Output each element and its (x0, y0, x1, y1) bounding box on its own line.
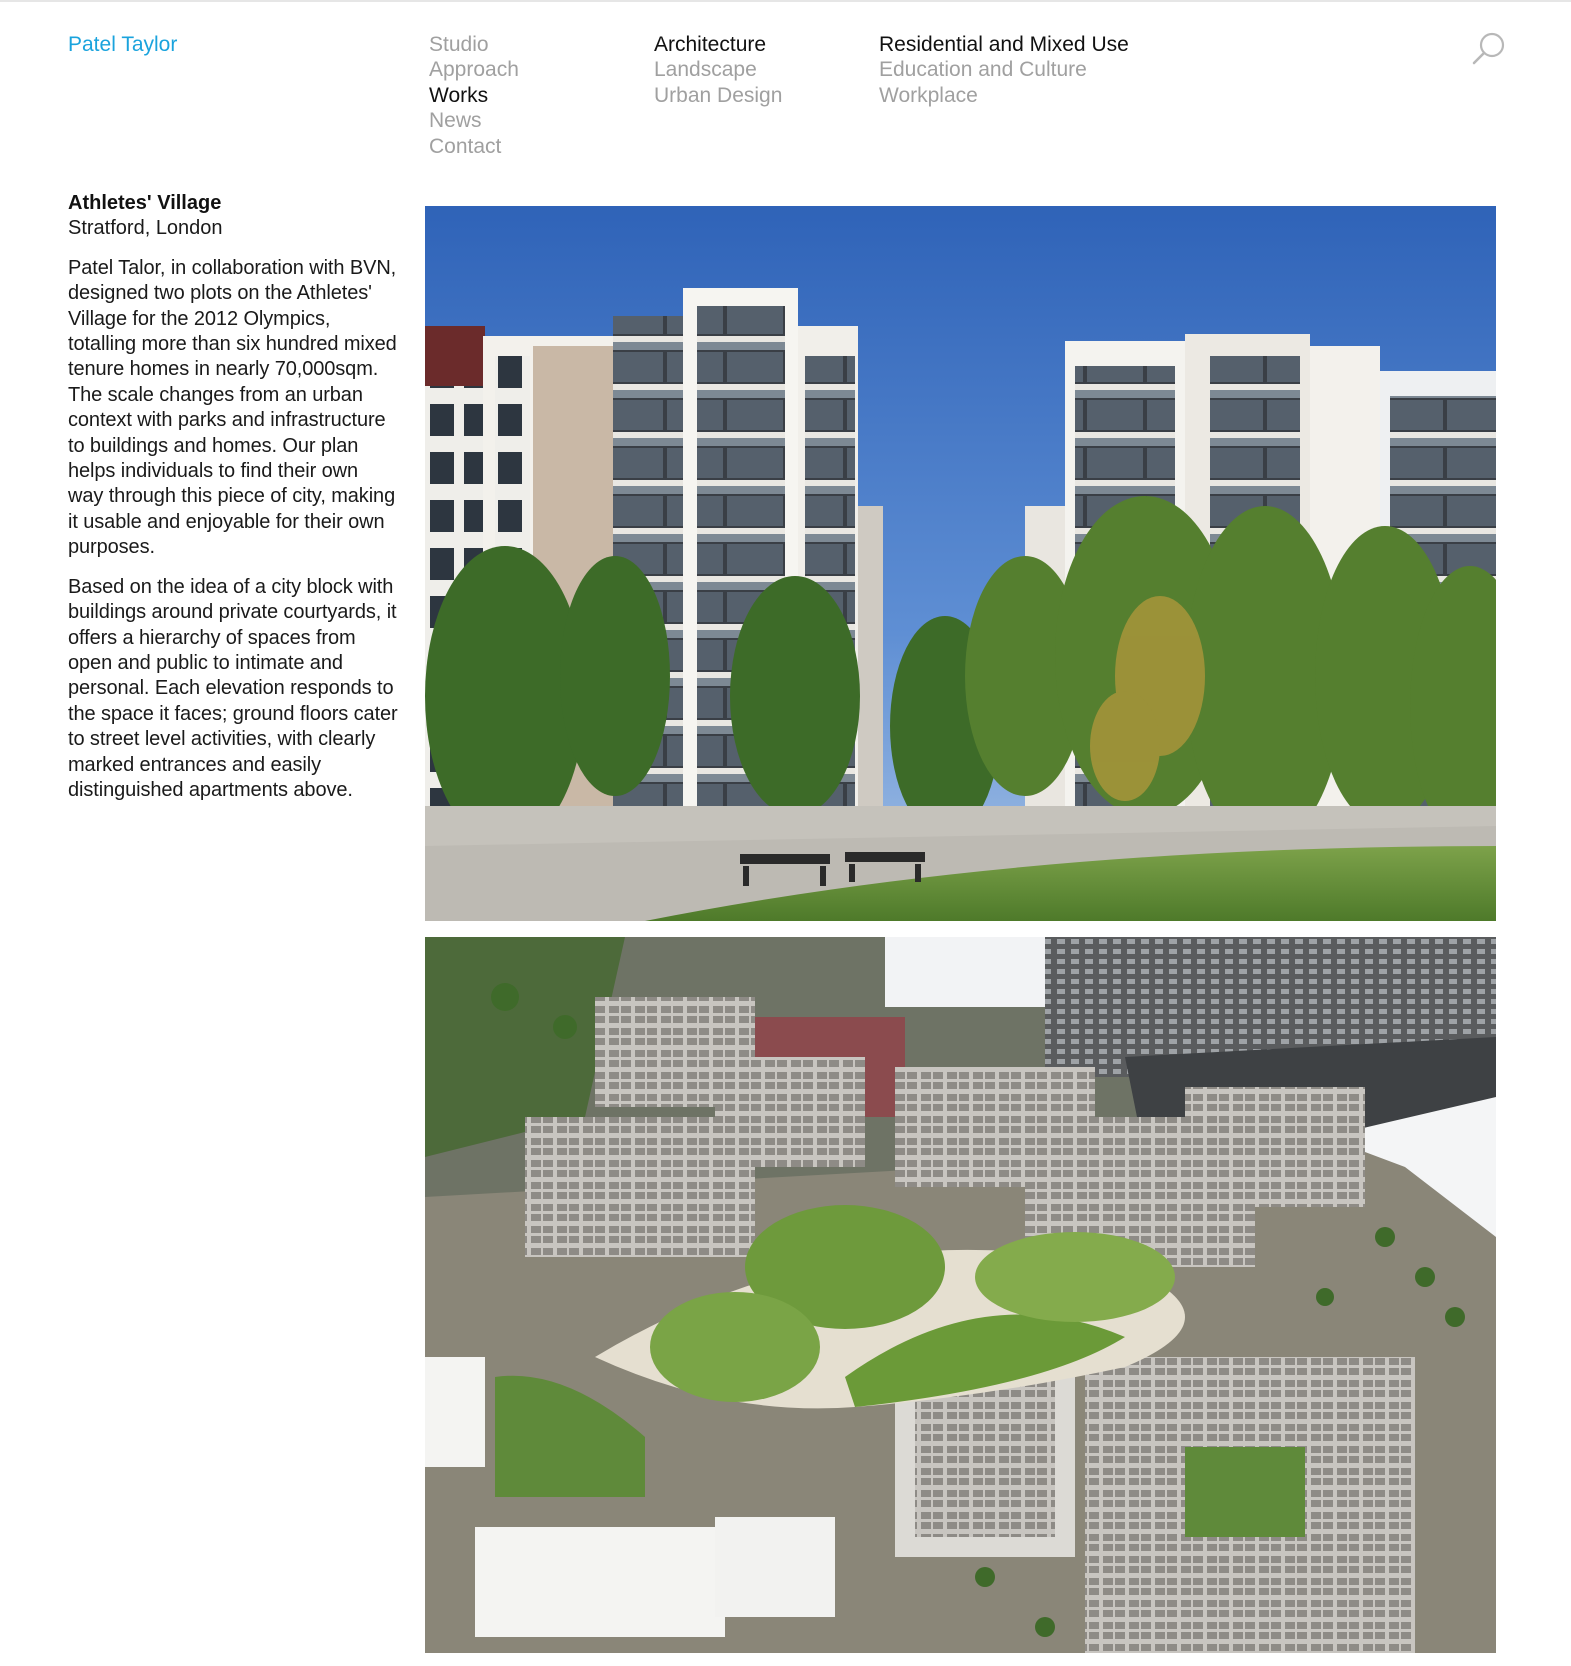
tertiary-nav (879, 32, 1129, 108)
nav-item-urban-design[interactable]: Urban Design (654, 83, 783, 107)
nav-item-works[interactable]: Works (429, 83, 489, 107)
project-title: Athletes' Village (68, 192, 222, 214)
top-border (0, 0, 1571, 2)
search-icon[interactable] (1470, 30, 1508, 68)
project-location: Stratford, London (68, 217, 223, 240)
nav-item-landscape[interactable]: Landscape (654, 58, 757, 82)
secondary-nav (654, 32, 782, 108)
project-description-2: Based on the idea of a city block with buildings around private courtyards, it offers a hierarchy of spaces from open and public to intimate and personal. Each elevation responds to the space it faces; ground floors cater to street level activities, with clearly marked entrances and easily distinguished apartments above. (68, 575, 398, 801)
brand-logo-link[interactable]: Patel Taylor (68, 33, 178, 56)
nav-item-architecture[interactable]: Architecture (654, 33, 767, 56)
nav-item-education-culture[interactable]: Education and Culture (879, 58, 1087, 82)
nav-item-residential-mixed-use[interactable]: Residential and Mixed Use (879, 33, 1129, 56)
project-description-1: Patel Talor, in collaboration with BVN, designed two plots on the Athletes' Village for the 2012 Olympics, totalling more than six hundred mixed tenure homes in nearly 70,000sqm. The scale changes from an urban context with parks and infrastructure to buildings and homes. Our plan helps individuals to find their own way through this piece of city, making it usable and enjoyable for their own purposes. (68, 256, 397, 559)
nav-item-approach[interactable]: Approach (429, 58, 519, 82)
nav-item-workplace[interactable]: Workplace (879, 83, 978, 107)
nav-item-news[interactable]: News (429, 109, 482, 133)
nav-item-contact[interactable]: Contact (429, 134, 502, 158)
project-photo-street-view (425, 206, 1496, 921)
primary-nav (429, 32, 519, 159)
project-photo-aerial-view (425, 937, 1496, 1653)
project-info (68, 191, 398, 817)
nav-item-studio[interactable]: Studio (429, 33, 489, 56)
